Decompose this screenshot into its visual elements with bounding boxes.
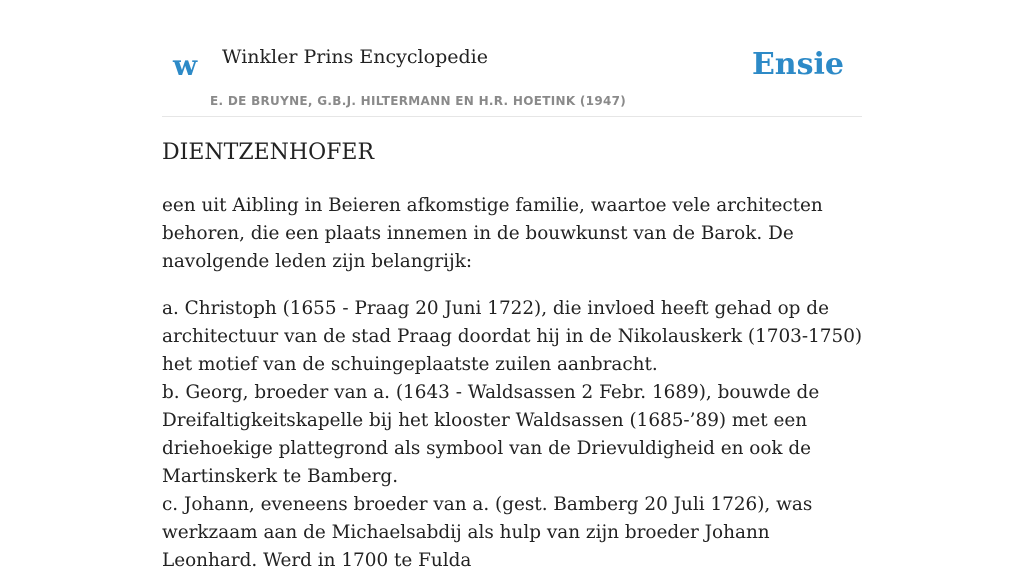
member-paragraph: b. Georg, broeder van a. (1643 - Waldsassen 2 Febr. 1689), bouwde de Dreifaltigkeitskapelle bij het klooster Waldsassen (1685-’89) met een driehoekige plattegrond als symbool van de Drievuldigheid en ook de Martinskerk te Bamberg. (162, 382, 820, 487)
article-body (162, 192, 866, 575)
site-title-link[interactable]: Winkler Prins Encyclopedie (222, 46, 488, 68)
authors-subtitle: E. DE BRUYNE, G.B.J. HILTERMANN EN H.R. HOETINK (1947) (210, 94, 627, 108)
article-title: DIENTZENHOFER (162, 140, 375, 165)
member-paragraph: a. Christoph (1655 - Praag 20 Juni 1722), die invloed heeft gehad op de architectuur van de stad Praag doordat hij in de Nikolauskerk (1703-1750) het motief van de schuingeplaatste zuilen aanbracht. (162, 298, 863, 375)
site-header (162, 36, 862, 117)
ensie-logo-link[interactable]: Ensie (751, 47, 844, 82)
wp-logo-icon[interactable]: w (173, 49, 198, 82)
article-intro: een uit Aibling in Beieren afkomstige familie, waartoe vele architecten behoren, die een plaats innemen in de bouwkunst van de Barok. De navolgende leden zijn belangrijk: (162, 195, 823, 272)
member-paragraph: c. Johann, eveneens broeder van a. (gest. Bamberg 20 Juli 1726), was werkzaam aan de Michaelsabdij als hulp van zijn broeder Johann Leonhard. Werd in 1700 te Fulda (162, 494, 813, 571)
